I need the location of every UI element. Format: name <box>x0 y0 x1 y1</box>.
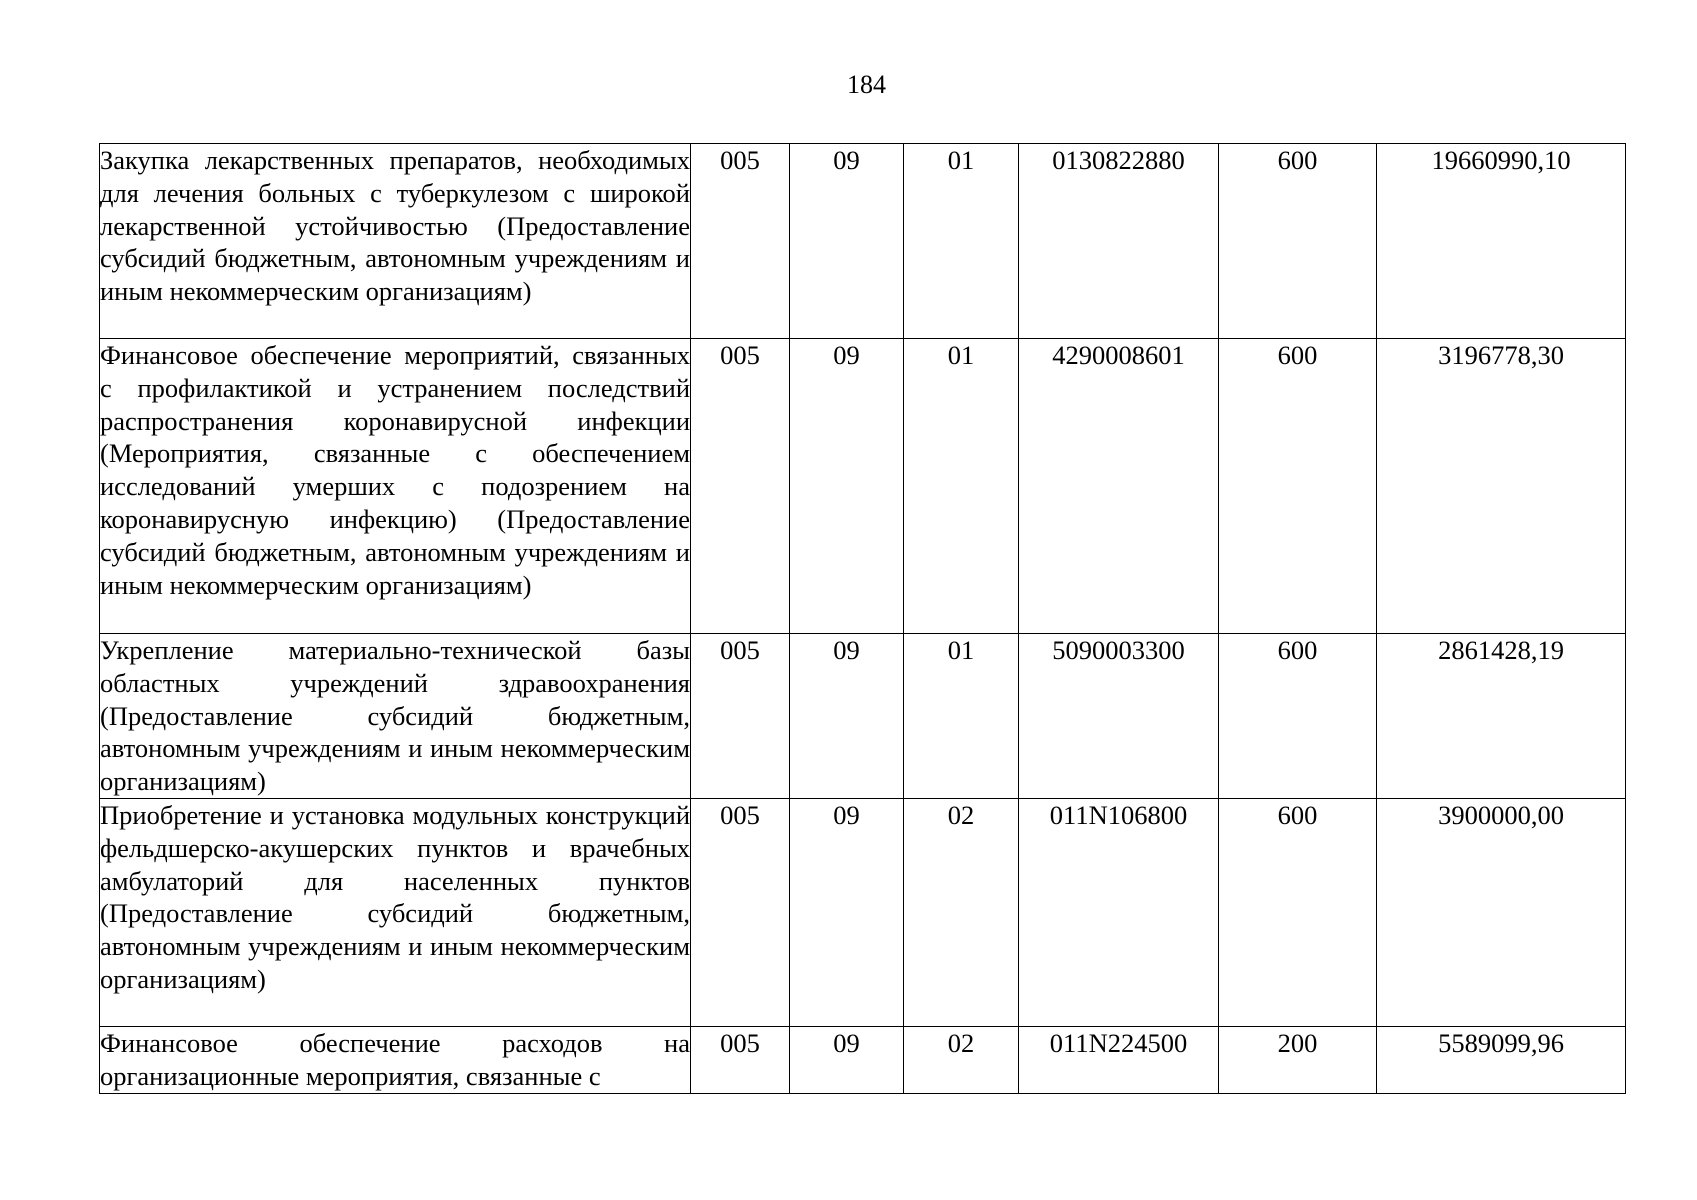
row-target-article: 5090003300 <box>1019 634 1219 799</box>
row-ministry-code: 005 <box>691 1026 790 1093</box>
row-amount: 5589099,96 <box>1377 1026 1626 1093</box>
row-subsection: 01 <box>904 144 1019 339</box>
table-row <box>100 339 1626 634</box>
row-expense-type: 600 <box>1219 634 1377 799</box>
row-ministry-code: 005 <box>691 634 790 799</box>
row-subsection: 01 <box>904 339 1019 634</box>
row-description: Финансовое обеспечение мероприятий, связанных с профилактикой и устранением последствий распространения коронавирусной инфекции (Мероприятия, связанные с обеспечением исследований умерших с подозрением на коронавирусную инфекцию) (Предоставление субсидий бюджетным, автономным учреждениям и иным некоммерческим организациям) <box>100 339 691 634</box>
row-description: Закупка лекарственных препаратов, необходимых для лечения больных с туберкулезом с широкой лекарственной устойчивостью (Предоставление субсидий бюджетным, автономным учреждениям и иным некоммерческим организациям) <box>100 144 691 339</box>
row-ministry-code: 005 <box>691 798 790 1026</box>
row-amount: 3196778,30 <box>1377 339 1626 634</box>
row-target-article: 4290008601 <box>1019 339 1219 634</box>
row-section: 09 <box>790 798 904 1026</box>
row-subsection: 02 <box>904 1026 1019 1093</box>
table-row <box>100 144 1626 339</box>
row-amount: 3900000,00 <box>1377 798 1626 1026</box>
row-expense-type: 600 <box>1219 144 1377 339</box>
table-row <box>100 798 1626 1026</box>
row-target-article: 011N106800 <box>1019 798 1219 1026</box>
row-target-article: 011N224500 <box>1019 1026 1219 1093</box>
row-expense-type: 200 <box>1219 1026 1377 1093</box>
row-description: Укрепление материально-технической базы областных учреждений здравоохранения (Предоставление субсидий бюджетным, автономным учреждениям и иным некоммерческим организациям) <box>100 634 691 799</box>
row-amount: 19660990,10 <box>1377 144 1626 339</box>
table-row <box>100 1026 1626 1093</box>
row-subsection: 02 <box>904 798 1019 1026</box>
budget-table <box>99 143 1626 1094</box>
row-subsection: 01 <box>904 634 1019 799</box>
page-number: 184 <box>847 70 886 99</box>
table-row <box>100 634 1626 799</box>
row-description: Финансовое обеспечение расходов на организационные мероприятия, связанные с <box>100 1026 691 1093</box>
row-target-article: 0130822880 <box>1019 144 1219 339</box>
row-description: Приобретение и установка модульных конструкций фельдшерско-акушерских пунктов и врачебных амбулаторий для населенных пунктов (Предоставление субсидий бюджетным, автономным учреждениям и иным некоммерческим организациям) <box>100 798 691 1026</box>
row-expense-type: 600 <box>1219 798 1377 1026</box>
row-expense-type: 600 <box>1219 339 1377 634</box>
row-section: 09 <box>790 144 904 339</box>
row-section: 09 <box>790 1026 904 1093</box>
row-section: 09 <box>790 339 904 634</box>
row-section: 09 <box>790 634 904 799</box>
row-ministry-code: 005 <box>691 339 790 634</box>
row-ministry-code: 005 <box>691 144 790 339</box>
row-amount: 2861428,19 <box>1377 634 1626 799</box>
